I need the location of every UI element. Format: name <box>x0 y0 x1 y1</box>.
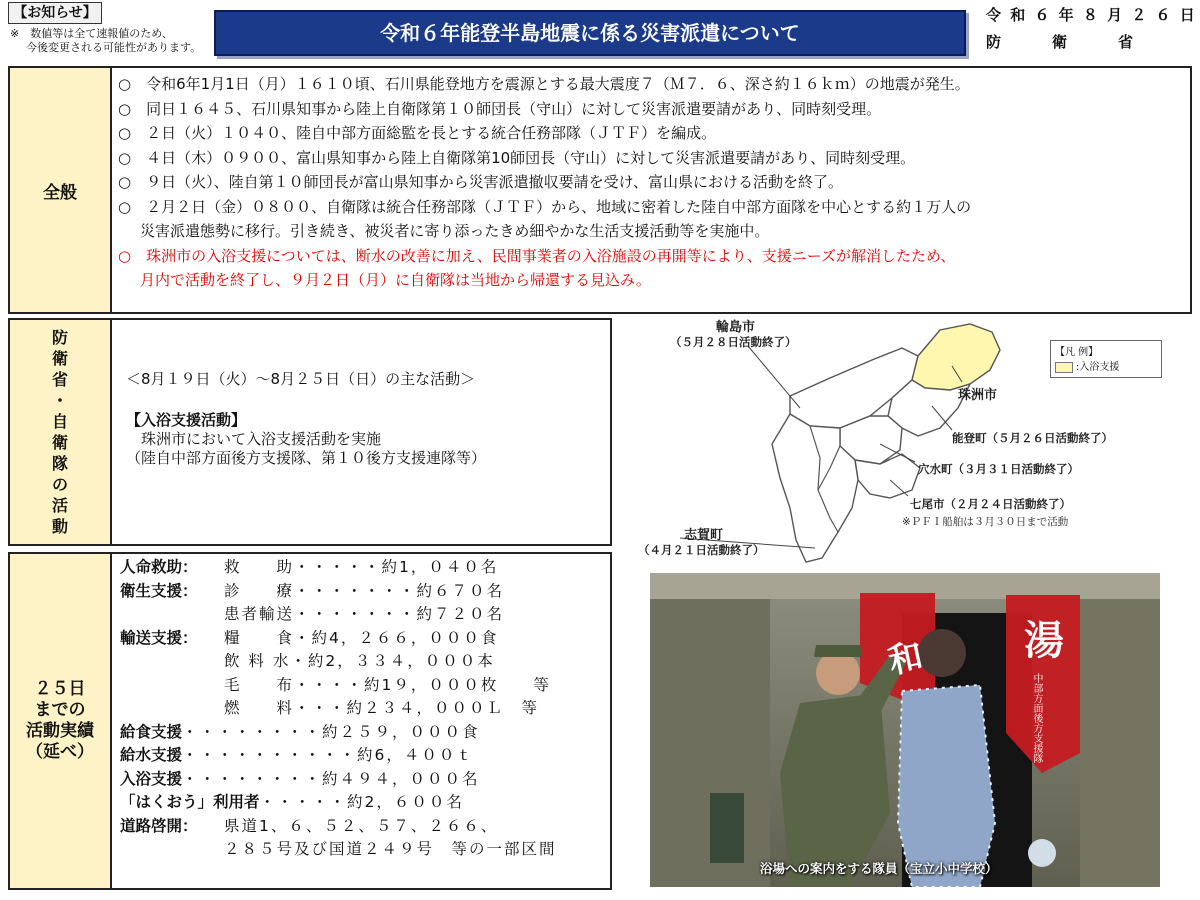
results-label <box>10 554 112 888</box>
results-label-line: （延べ） <box>26 742 94 762</box>
notice-tag: 【お知らせ】 <box>8 2 102 24</box>
results-row <box>120 721 610 745</box>
results-row <box>120 744 610 768</box>
general-line: ○ 令和6年1月1日（月）１６１０頃、石川県能登地方を震源とする最大震度７（Ｍ７．６、深さ約１６ｋｍ）の地震が発生。 <box>118 75 970 93</box>
results-row-value: 患者輸送・・・・・・・約７２０名 <box>224 605 505 623</box>
map-label-nanao: 七尾市（２月２４日活動終了） <box>910 497 1071 511</box>
results-row <box>120 603 610 627</box>
page-title: 令和６年能登半島地震に係る災害派遣について <box>214 10 966 56</box>
results-row-key: 道路啓開： <box>120 816 198 835</box>
general-label: 全般 <box>10 68 112 312</box>
results-row-value: 飲 料 水・約2，３３４，０００本 <box>224 652 495 670</box>
results-row-key: 衛生支援： <box>120 581 198 600</box>
results-label-line: 活動実績 <box>26 721 94 741</box>
general-line: ○ 同日１６４５、石川県知事から陸上自衛隊第１０師団長（守山）に対して災害派遣要請があり、同時刻受理。 <box>118 99 882 118</box>
organization <box>986 31 1190 52</box>
general-line: 災害派遣態勢に移行。引き続き、被災者に寄り添ったきめ細やかな生活支援活動等を実施中。 <box>140 222 770 240</box>
org-char-1: 衛 <box>1052 33 1068 51</box>
map-legend-item <box>1055 358 1157 373</box>
banner-sub-text: 中部方面後方支援隊 <box>1031 673 1042 763</box>
results-row <box>120 791 610 815</box>
results-row-key <box>120 838 224 862</box>
notice-note <box>10 27 201 55</box>
photo-caption: 浴場への案内をする隊員（宝立小中学校） <box>760 861 998 876</box>
results-row-key <box>120 603 224 627</box>
results-row-key <box>120 697 224 721</box>
results-row-value: 燃 料・・・約２３４，０００Ｌ 等 <box>224 699 540 717</box>
general-line: ○ ２月２日（金）０８００、自衛隊は統合任務部隊（ＪＴＦ）から、地域に密着した陸自中部方面隊を中心とする約１万人の <box>118 197 972 216</box>
map-region-suzu <box>912 324 1000 390</box>
results-row <box>120 650 610 674</box>
notice-note-line2: 今後変更される可能性があります。 <box>26 41 202 54</box>
general-body <box>112 68 1190 312</box>
activities-period: ＜8月１９日（火）～8月２５日（日）の主な活動＞ <box>126 370 476 388</box>
results-row-value: 救 助・・・・・約1，０４０名 <box>224 558 499 576</box>
activities-label-char: ・ <box>51 391 68 410</box>
results-section <box>8 552 612 890</box>
general-line: ○ ２日（火）１０４０、陸自中部方面総監を長とする統合任務部隊（ＪＴＦ）を編成。 <box>118 124 717 142</box>
general-line: 月内で活動を終了し、９月２日（月）に自衛隊は当地から帰還する見込み。 <box>140 271 651 289</box>
results-label-line: までの <box>34 700 86 720</box>
org-char-0: 防 <box>986 33 1002 51</box>
map-label-wajima-end: （５月２８日活動終了） <box>670 335 797 349</box>
activities-label <box>10 320 112 544</box>
results-row-value: ２８５号及び国道２４９号 等の一部区間 <box>224 840 557 858</box>
results-row-key: 輸送支援： <box>120 628 198 647</box>
activities-label-char: 防 <box>51 328 68 347</box>
map-legend-title: 【凡 例】 <box>1055 347 1099 358</box>
results-row-value: ・・・・・・・・・・約6，４００ｔ <box>182 746 474 764</box>
activities-label-char: 省 <box>51 370 68 389</box>
results-row <box>120 768 610 792</box>
activities-label-char: 活 <box>51 496 68 515</box>
activities-label-char: の <box>51 475 68 494</box>
map-label-wajima: 輪島市 <box>716 320 756 335</box>
noto-map <box>640 318 1180 568</box>
activities-label-char: 衛 <box>51 433 68 452</box>
general-section <box>8 66 1192 314</box>
activities-subhead: 【入浴支援活動】 <box>126 411 247 429</box>
results-row-value: ・・・・・・・・約４９４，０００名 <box>182 769 480 788</box>
map-label-suzu: 珠洲市 <box>958 388 998 403</box>
bath-photo <box>650 573 1160 887</box>
map-label-shika: 志賀町 <box>684 528 724 543</box>
activities-label-char: 隊 <box>51 454 68 473</box>
results-row-value: 糧 食・約4，２６６，０００食 <box>224 628 499 647</box>
activities-line2: （陸自中部方面後方支援隊、第１０後方支援連隊等） <box>126 449 487 467</box>
results-row <box>120 815 610 839</box>
results-row <box>120 697 610 721</box>
activities-section <box>8 318 612 546</box>
results-row <box>120 556 610 580</box>
results-row-key: 「はくおう」利用者 <box>120 793 260 811</box>
results-row <box>120 674 610 698</box>
notice-note-line1: ※ 数値等は全て速報値のため、 <box>10 27 173 40</box>
activities-label-char: 自 <box>51 412 68 431</box>
bath-photo-illustration <box>650 573 1160 887</box>
map-label-anamizu: 穴水町（３月３１日活動終了） <box>918 462 1079 476</box>
results-row-key <box>120 650 224 674</box>
results-row-key <box>120 674 224 698</box>
activities-label-char: 衛 <box>51 349 68 368</box>
map-label-nanao-note: ※ＰＦＩ船舶は３月３０日まで活動 <box>902 516 1069 528</box>
results-row-key: 給水支援 <box>120 746 183 764</box>
results-row <box>120 627 610 651</box>
results-row-value: 県道1、６、５２、５７、２６６、 <box>224 816 499 835</box>
map-legend-item-label: :入浴支援 <box>1076 362 1120 373</box>
results-body <box>112 554 610 888</box>
results-row-key: 人命救助： <box>120 558 198 576</box>
map-legend <box>1050 340 1162 378</box>
results-row-key: 給食支援 <box>120 722 183 741</box>
activities-label-char: 動 <box>51 517 68 536</box>
results-row-value: 毛 布・・・・約1９，０００枚 等 <box>224 675 551 694</box>
results-row-value: ・・・・・約2，６００名 <box>259 793 464 811</box>
map-label-noto: 能登町（５月２６日活動終了） <box>952 431 1113 445</box>
activities-body <box>112 320 610 544</box>
legend-swatch <box>1055 362 1073 373</box>
results-row-value: ・・・・・・・・約２５９，０００食 <box>182 722 480 741</box>
general-line: ○ 珠洲市の入浴支援については、断水の改善に加え、民間事業者の入浴施設の再開等により、支援ニーズが解消したため、 <box>118 246 956 265</box>
results-row-value: 診 療・・・・・・・約６７０名 <box>224 581 505 600</box>
banner-left-text: 和 <box>884 635 927 683</box>
map-label-shika-end: （４月２１日活動終了） <box>638 543 765 557</box>
results-row-key: 入浴支援 <box>120 769 183 788</box>
results-label-line: ２５日 <box>34 679 86 699</box>
org-char-2: 省 <box>1118 33 1134 51</box>
publish-date: 令 和 ６ 年 ８ 月 ２ ６ 日 <box>986 6 1197 24</box>
banner-right-text: 湯 <box>1024 618 1064 664</box>
general-line: ○ ４日（木）０９００、富山県知事から陸上自衛隊第10師団長（守山）に対して災害派遣要請があり、同時刻受理。 <box>118 148 916 167</box>
results-row <box>120 838 610 862</box>
results-row <box>120 580 610 604</box>
activities-line1: 珠洲市において入浴支援活動を実施 <box>126 430 382 448</box>
general-line: ○ ９日（火）、陸自第１０師団長が富山県知事から災害派遣撤収要請を受け、富山県における活動を終了。 <box>118 173 843 191</box>
